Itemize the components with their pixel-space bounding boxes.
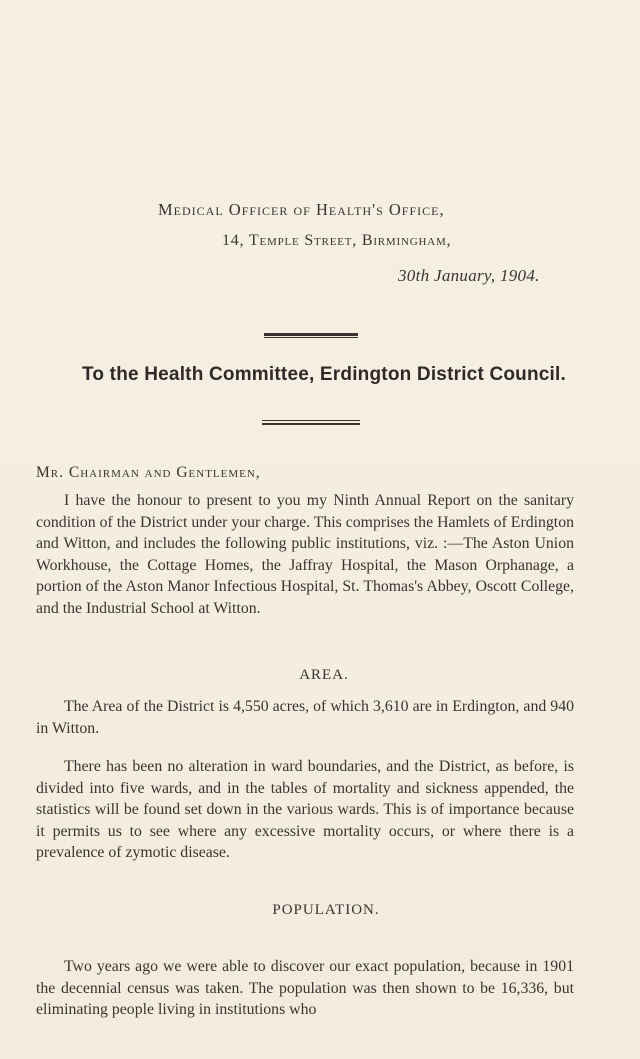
population-paragraph-1: Two years ago we were able to discover our exact population, because in 1901 the decennial census was taken. The population was then shown to be 16,336, but eliminating people living in institutions who <box>36 958 574 1018</box>
addressee-heading: To the Health Committee, Erdington District Council. <box>81 364 566 385</box>
intro-paragraph: I have the honour to present to you my Ninth Annual Report on the sanitary condition of the District under your charge. This comprises the Hamlets of Erdington and Witton, and includes the following public institutions, viz. :—The Aston Union Workhouse, the Cottage Homes, the Jaffray Hospital, the Mason Orphanage, a portion of the Aston Manor Infectious Hospital, St. Thomas's Abbey, Oscott College, and the Industrial School at Witton. <box>36 492 574 617</box>
decorative-rule-top <box>264 333 358 336</box>
report-date: 30th January, 1904. <box>398 266 540 285</box>
population-heading: POPULATION. <box>272 902 380 918</box>
decorative-rule-bottom <box>262 423 360 425</box>
decorative-rule-top-thin <box>264 337 358 338</box>
area-paragraph-1: The Area of the District is 4,550 acres, of which 3,610 are in Erdington, and 940 in Witton. <box>36 698 574 737</box>
area-paragraph-2: There has been no alteration in ward boundaries, and the District, as before, is divided into five wards, and in the tables of mortality and sickness appended, the statistics will be found set down in the various wards. This is of importance because it permits us to see where any excessive mortality occurs, or where there is a prevalence of zymotic disease. <box>36 758 574 861</box>
street-address-line: 14, Temple Street, Birmingham, <box>222 232 452 249</box>
area-heading: AREA. <box>299 667 349 683</box>
salutation: Mr. Chairman and Gentlemen, <box>36 464 261 481</box>
decorative-rule-bottom-thin <box>262 420 360 421</box>
office-address-line: Medical Officer of Health's Office, <box>158 200 445 219</box>
